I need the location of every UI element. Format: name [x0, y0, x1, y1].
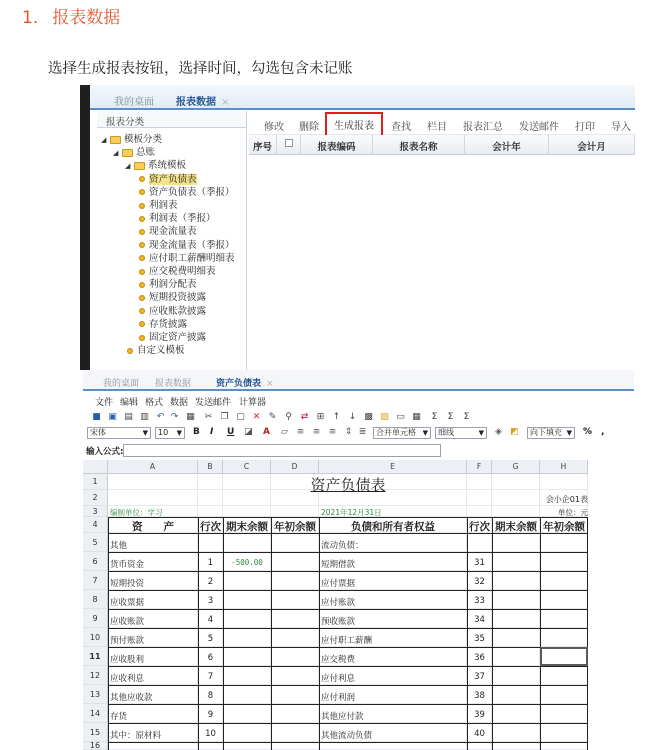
- liability-line-no[interactable]: 40: [474, 729, 485, 739]
- selected-cell[interactable]: [540, 647, 588, 666]
- grid-line: [108, 505, 588, 506]
- tree-item[interactable]: [139, 184, 235, 198]
- spreadsheet-grid: [83, 460, 634, 750]
- liability-line-no[interactable]: 35: [474, 634, 485, 644]
- asset-line-no[interactable]: 9: [207, 710, 214, 720]
- asset-header: 资 产: [132, 521, 174, 533]
- justify-icon[interactable]: ≣: [358, 427, 367, 437]
- asset-item[interactable]: 应收股利: [110, 655, 145, 665]
- menu-send-email[interactable]: 发送邮件: [195, 398, 232, 408]
- tree-item-label: 应收账款披露: [149, 305, 207, 317]
- tree-item[interactable]: [127, 342, 185, 356]
- column-header[interactable]: G: [492, 460, 540, 474]
- report-template-icon: [139, 321, 145, 327]
- tree-item-label: 利润表: [149, 200, 178, 211]
- begin-balance-header: 年初余额: [274, 521, 316, 533]
- tab-balance-sheet[interactable]: [216, 376, 274, 389]
- print-icon[interactable]: ▥: [140, 412, 149, 422]
- italic-button[interactable]: I: [210, 427, 214, 437]
- tab-my-desktop[interactable]: 我的桌面: [103, 379, 140, 389]
- row-header[interactable]: 16: [83, 742, 108, 750]
- asset-item[interactable]: 应收利息: [110, 674, 145, 684]
- liability-item[interactable]: 应付利润: [321, 693, 356, 703]
- close-icon[interactable]: ×: [266, 379, 274, 389]
- asset-item[interactable]: 应收票据: [110, 598, 145, 608]
- instruction-text: 选择生成报表按钮，选择时间，勾选包含未记账: [48, 61, 353, 77]
- compiler-label: 编制单位：学习: [110, 508, 163, 517]
- row-header[interactable]: 11: [83, 647, 108, 666]
- fill-down-select[interactable]: [527, 427, 575, 439]
- report-list-panel: [249, 111, 635, 370]
- app-left-bar: [80, 85, 90, 370]
- formula-label: 输入公式:: [86, 447, 124, 457]
- lock-icon[interactable]: ◈: [495, 427, 502, 437]
- asset-line-no[interactable]: 2: [207, 577, 214, 587]
- liability-line-no[interactable]: 32: [474, 577, 485, 587]
- sum-col-icon[interactable]: Σ: [463, 412, 470, 422]
- liability-line-no[interactable]: 34: [474, 615, 485, 625]
- col-report-code: 报表编码: [301, 135, 373, 155]
- col-fiscal-year: 会计年: [465, 135, 549, 155]
- report-date: 2021年12月31日: [321, 508, 382, 517]
- report-template-icon: [139, 295, 145, 301]
- table-border: [108, 628, 588, 629]
- generate-report-button[interactable]: 生成报表: [325, 112, 383, 137]
- report-template-icon: [139, 229, 145, 235]
- save-icon[interactable]: ▣: [108, 412, 117, 422]
- row-header[interactable]: 15: [83, 723, 108, 742]
- row-header[interactable]: 12: [83, 666, 108, 685]
- report-grid-header: [249, 135, 635, 155]
- fill-down-value: 向下填充: [530, 428, 562, 437]
- tree-item-label: 应付职工薪酬明细表: [149, 252, 235, 264]
- paste-icon[interactable]: ▢: [236, 412, 245, 422]
- asset-line-no[interactable]: 1: [207, 558, 214, 568]
- liability-item[interactable]: 应付票据: [321, 579, 356, 589]
- asset-line-no[interactable]: 5: [207, 634, 214, 644]
- fill-color-icon[interactable]: ◪: [244, 427, 253, 437]
- tree-item-label: 系统模板: [148, 160, 187, 172]
- report-template-icon: [139, 176, 145, 182]
- liability-item[interactable]: 其他流动负债: [321, 731, 373, 741]
- column-header[interactable]: H: [540, 460, 588, 474]
- report-template-icon: [139, 203, 145, 209]
- liability-line-no[interactable]: 36: [474, 653, 485, 663]
- folder-icon: [122, 149, 133, 157]
- col-select-all[interactable]: [277, 135, 301, 155]
- insert-icon[interactable]: ⊞: [316, 412, 325, 422]
- row-header[interactable]: 5: [83, 533, 108, 552]
- row-header[interactable]: 4: [83, 517, 108, 533]
- expand-toggle-icon[interactable]: ◢: [101, 136, 107, 144]
- redo-icon[interactable]: ↷: [170, 412, 179, 422]
- tree-item[interactable]: [139, 210, 216, 224]
- asset-item[interactable]: 存货: [110, 712, 128, 722]
- standard-toolbar: ■ ▣ ▤ ▥ ↶ ↷ ▦ ✂ ❐ ▢ ✕ ✎ ⚲ ⇄ ⊞ ↑ ↓ ▩ ▨ ▭ ▦ Σ Σ Σ: [83, 411, 634, 425]
- column-header[interactable]: C: [223, 460, 271, 474]
- delete-icon[interactable]: ✕: [252, 412, 261, 422]
- liability-item[interactable]: 应付利息: [321, 674, 356, 684]
- clear-format-icon[interactable]: ▱: [281, 427, 288, 437]
- liability-item[interactable]: 流动负债：: [321, 541, 364, 551]
- tree-item-label: 现金流量表（季报）: [149, 239, 235, 251]
- report-category-tree: [97, 111, 247, 370]
- comment-icon[interactable]: ▭: [396, 412, 405, 422]
- table-border: [108, 685, 588, 686]
- row-header[interactable]: 6: [83, 552, 108, 571]
- expand-toggle-icon[interactable]: ◢: [113, 149, 119, 158]
- font-color-icon[interactable]: A: [263, 427, 270, 437]
- align-left-icon[interactable]: ≡: [296, 427, 305, 437]
- liability-line-no[interactable]: 33: [474, 596, 485, 606]
- tree-item[interactable]: [139, 316, 187, 330]
- tree-item-label: 现金流量表: [149, 226, 197, 238]
- tree-item-label: 利润表（季报）: [149, 213, 216, 225]
- tree-item[interactable]: [139, 250, 235, 264]
- sum-icon[interactable]: Σ: [431, 412, 438, 422]
- select-all-checkbox[interactable]: [285, 139, 293, 147]
- col-report-name: 报表名称: [373, 135, 465, 155]
- report-toolbar: [249, 111, 635, 135]
- menu-format[interactable]: 格式: [145, 398, 164, 408]
- tree-item-label: 应交税费明细表: [149, 266, 216, 277]
- asset-line-no[interactable]: 6: [207, 653, 214, 663]
- table-border: [223, 517, 224, 750]
- report-template-icon: [139, 335, 145, 341]
- report-template-icon: [139, 216, 145, 222]
- asset-item[interactable]: 应收账款: [110, 617, 145, 627]
- wizard-icon[interactable]: ◩: [510, 427, 519, 437]
- asset-line-no[interactable]: 3: [207, 596, 214, 606]
- asset-line-no[interactable]: 7: [207, 672, 214, 682]
- liability-header: 负债和所有者权益: [351, 521, 435, 533]
- vertical-align-icon[interactable]: ⇕: [344, 427, 353, 437]
- tab-report-data[interactable]: [176, 93, 229, 108]
- liability-line-no[interactable]: 31: [474, 558, 485, 568]
- tree-item-label: 自定义模板: [137, 345, 185, 357]
- row-header[interactable]: 2: [83, 490, 108, 506]
- thousands-button[interactable]: ,: [601, 427, 605, 437]
- cut-icon[interactable]: ✂: [204, 412, 213, 422]
- formula-input[interactable]: [123, 444, 441, 457]
- tree-item[interactable]: [101, 131, 162, 145]
- find-icon[interactable]: ⚲: [285, 412, 292, 422]
- table-border: [108, 666, 588, 667]
- table-border: [108, 647, 588, 648]
- report-template-icon: [139, 282, 145, 288]
- row-header[interactable]: 7: [83, 571, 108, 590]
- copy-format-icon[interactable]: ▦: [186, 412, 195, 422]
- end-balance-header: 期末余额: [226, 521, 268, 533]
- table-border: [108, 609, 588, 610]
- chevron-down-icon: ▼: [142, 429, 148, 437]
- chevron-down-icon: ▼: [566, 429, 572, 437]
- asset-item[interactable]: 其他: [110, 541, 128, 551]
- row-header[interactable]: 3: [83, 506, 108, 517]
- asset-item[interactable]: 其中：原材料: [110, 731, 162, 741]
- balance-sheet-screenshot: [83, 370, 634, 750]
- table-border: [108, 571, 588, 572]
- font-name-select[interactable]: [87, 427, 151, 439]
- unit-label: 单位：元: [558, 508, 588, 517]
- align-center-icon[interactable]: ≡: [312, 427, 321, 437]
- row-header[interactable]: 9: [83, 609, 108, 628]
- table-border: [319, 517, 320, 750]
- sort-desc-icon[interactable]: ↓: [348, 412, 357, 422]
- report-summary-button[interactable]: 报表汇总: [463, 122, 503, 133]
- tree-item[interactable]: [139, 276, 197, 290]
- tree-item-label: 固定资产披露: [149, 332, 207, 343]
- sort-asc-icon[interactable]: ↑: [332, 412, 341, 422]
- chart-icon[interactable]: ▨: [380, 412, 389, 422]
- report-template-icon: [139, 255, 145, 261]
- table-border: [108, 723, 588, 724]
- folder-icon: [110, 136, 121, 144]
- tab-bar: [83, 370, 634, 391]
- formula-bar: [83, 443, 634, 459]
- tree-item[interactable]: [139, 289, 206, 303]
- chevron-down-icon: ▼: [478, 429, 484, 437]
- delete-button[interactable]: 删除: [299, 122, 319, 133]
- table-border: [108, 552, 588, 553]
- font-name-value: 宋体: [90, 428, 106, 437]
- tree-item[interactable]: [139, 197, 178, 211]
- tree-item-label: 模板分类: [124, 134, 163, 145]
- end-balance-header: 期末余额: [495, 521, 537, 533]
- column-header[interactable]: D: [271, 460, 319, 474]
- menu-calculator[interactable]: 计算器: [239, 398, 267, 408]
- liability-item[interactable]: 其他应付款: [321, 712, 364, 722]
- folder-icon: [134, 162, 145, 170]
- menu-bar: [83, 392, 634, 408]
- column-header[interactable]: A: [108, 460, 198, 474]
- tree-item-label: 存货披露: [149, 318, 188, 330]
- copy-icon[interactable]: ❐: [220, 412, 229, 422]
- section-number: 1.: [22, 8, 39, 28]
- tree-item-label: 资产负债表（季报）: [149, 186, 235, 198]
- report-template-icon: [139, 242, 145, 248]
- tree-item-label: 资产负债表: [149, 173, 197, 185]
- liability-item[interactable]: 应付账款: [321, 598, 356, 608]
- brush-icon[interactable]: ✎: [268, 412, 277, 422]
- table-border: [108, 517, 109, 750]
- asset-line-no[interactable]: 10: [205, 729, 216, 739]
- expand-toggle-icon[interactable]: ◢: [125, 162, 131, 171]
- liability-item[interactable]: 短期借款: [321, 560, 356, 570]
- tab-report-data[interactable]: 报表数据: [155, 379, 192, 389]
- align-right-icon[interactable]: ≡: [328, 427, 337, 437]
- asset-line-no[interactable]: 4: [207, 615, 214, 625]
- tree-header: 报表分类: [97, 111, 246, 128]
- send-email-button[interactable]: 发送邮件: [519, 122, 559, 133]
- tab-report-data-label: 报表数据: [176, 97, 216, 108]
- font-size-select[interactable]: [155, 427, 185, 439]
- tab-balance-sheet-label: 资产负债表: [216, 379, 262, 389]
- tree-item[interactable]: [125, 157, 186, 171]
- asset-line-no[interactable]: 8: [207, 691, 214, 701]
- chevron-down-icon: ▼: [176, 429, 182, 437]
- table-border: [587, 517, 588, 750]
- asset-item[interactable]: 预付账款: [110, 636, 145, 646]
- close-icon[interactable]: ×: [221, 97, 230, 108]
- table-icon[interactable]: ▦: [412, 412, 421, 422]
- print-button[interactable]: 打印: [575, 122, 595, 133]
- balance-sheet-title: 资产负债表: [310, 476, 386, 494]
- edit-button[interactable]: 修改: [264, 122, 284, 133]
- row-header[interactable]: 1: [83, 474, 108, 490]
- bold-button[interactable]: B: [193, 427, 200, 437]
- format-toolbar: [83, 426, 634, 441]
- col-fiscal-month: 会计月: [549, 135, 635, 155]
- menu-file[interactable]: 文件: [95, 398, 114, 408]
- liability-item[interactable]: 预收账款: [321, 617, 356, 627]
- report-data-screenshot: [80, 85, 635, 370]
- report-template-icon: [139, 189, 145, 195]
- table-border: [492, 517, 493, 750]
- table-border: [108, 704, 588, 705]
- liability-line-no[interactable]: 39: [474, 710, 485, 720]
- section-heading: [22, 3, 120, 28]
- tree-item[interactable]: [139, 263, 216, 277]
- tree-item[interactable]: [139, 223, 197, 237]
- report-template-icon: [139, 269, 145, 275]
- table-border: [108, 742, 588, 743]
- line-no-header: 行次: [200, 521, 221, 533]
- find-button[interactable]: 查找: [391, 122, 411, 133]
- border-select[interactable]: [435, 427, 487, 439]
- undo-icon[interactable]: ↶: [156, 412, 165, 422]
- tree-item-label: 短期投资披露: [149, 292, 207, 304]
- asset-item[interactable]: 短期投资: [110, 579, 145, 589]
- column-header[interactable]: E: [319, 460, 467, 474]
- tree-item[interactable]: [139, 329, 206, 343]
- liability-item[interactable]: 应付职工薪酬: [321, 636, 373, 646]
- underline-button[interactable]: U: [227, 427, 235, 437]
- liability-item[interactable]: 应交税费: [321, 655, 356, 665]
- merge-cells-select[interactable]: [373, 427, 431, 439]
- asset-end-balance[interactable]: -500.00: [231, 558, 263, 567]
- asset-item[interactable]: 货币资金: [110, 560, 145, 570]
- table-border: [108, 590, 588, 591]
- section-title: 报表数据: [52, 8, 121, 28]
- columns-button[interactable]: 栏目: [427, 122, 447, 133]
- line-no-header: 行次: [469, 521, 490, 533]
- table-border: [271, 517, 272, 750]
- form-code: 会小企01表: [545, 495, 588, 504]
- menu-edit[interactable]: 编辑: [120, 398, 139, 408]
- replace-icon[interactable]: ⇄: [300, 412, 309, 422]
- preview-icon[interactable]: ▤: [124, 412, 133, 422]
- table-border: [540, 517, 541, 750]
- tree-item-label: 总账: [136, 147, 156, 159]
- border-value: 细线: [438, 428, 454, 437]
- row-header[interactable]: 8: [83, 590, 108, 609]
- tab-my-desktop[interactable]: 我的桌面: [114, 97, 154, 108]
- row-header[interactable]: 10: [83, 628, 108, 647]
- tree-item[interactable]: [139, 237, 235, 251]
- font-size-value: 10: [158, 428, 169, 437]
- col-index: 序号: [249, 135, 277, 155]
- column-header[interactable]: F: [467, 460, 492, 474]
- column-header[interactable]: B: [198, 460, 223, 474]
- asset-item[interactable]: 其他应收款: [110, 693, 153, 703]
- sum-row-icon[interactable]: Σ: [447, 412, 454, 422]
- row-header[interactable]: 14: [83, 704, 108, 723]
- begin-balance-header: 年初余额: [543, 521, 585, 533]
- tree-item[interactable]: [113, 144, 155, 158]
- import-button[interactable]: 导入: [611, 122, 631, 133]
- liability-line-no[interactable]: 38: [474, 691, 485, 701]
- report-template-icon: [139, 308, 145, 314]
- menu-data[interactable]: 数据: [170, 398, 189, 408]
- row-header[interactable]: 13: [83, 685, 108, 704]
- percent-button[interactable]: %: [583, 427, 593, 437]
- liability-line-no[interactable]: 37: [474, 672, 485, 682]
- tree-item[interactable]: [139, 171, 197, 185]
- report-template-icon: [127, 348, 133, 354]
- tab-bar: [90, 85, 635, 110]
- tree-item-label: 利润分配表: [149, 279, 197, 291]
- chevron-down-icon: ▼: [422, 429, 428, 437]
- filter-icon[interactable]: ▩: [364, 412, 373, 422]
- tree-item[interactable]: [139, 303, 206, 317]
- merge-cells-value: 合并单元格: [376, 428, 416, 437]
- select-all-corner[interactable]: [83, 460, 108, 474]
